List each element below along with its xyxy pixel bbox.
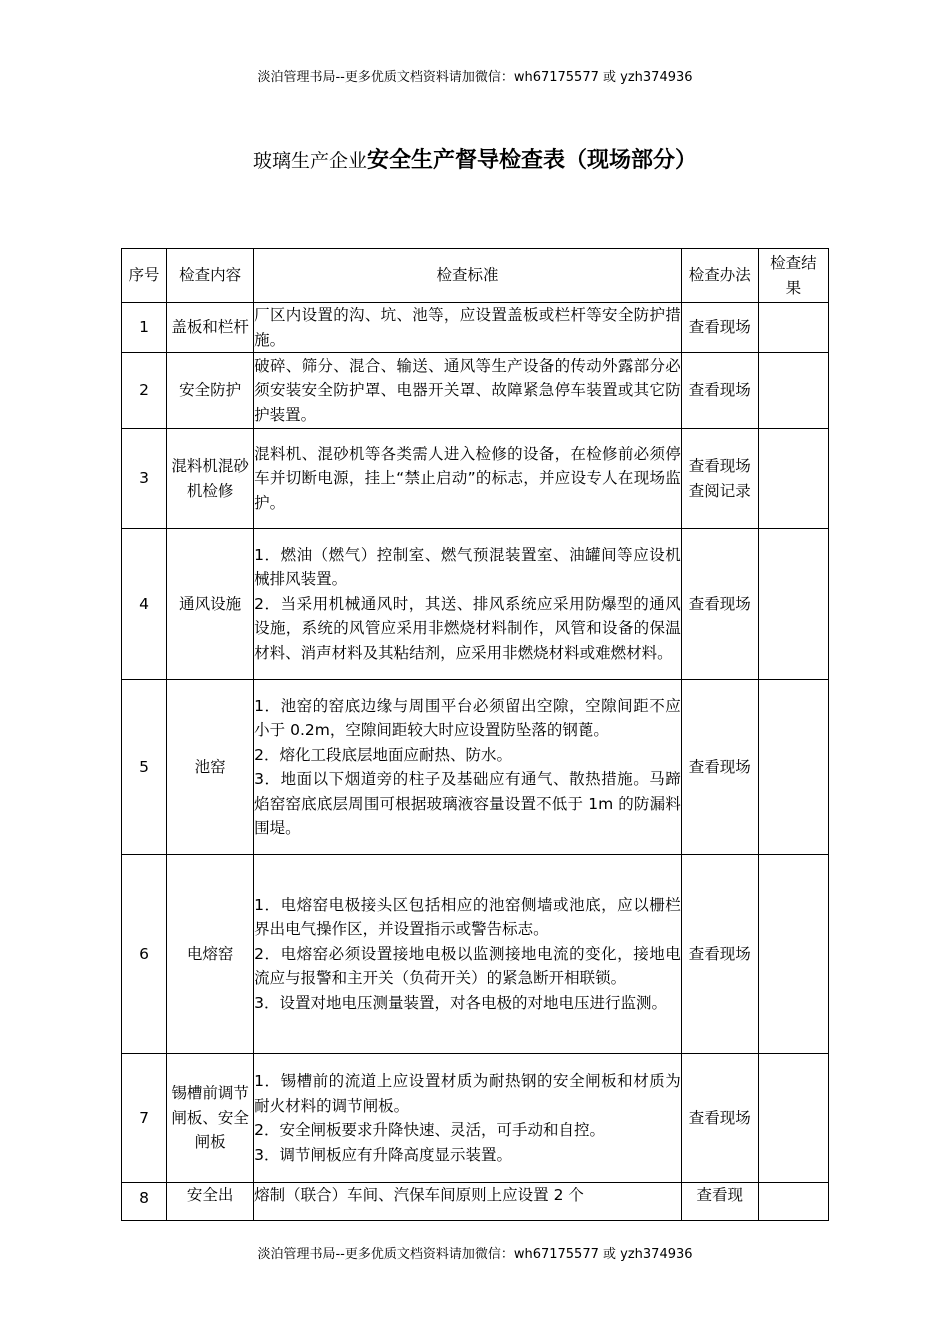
table-row (122, 1054, 829, 1183)
row-method: 查看现场 (681, 353, 758, 429)
row-item: 锡槽前调节闸板、安全闸板 (167, 1054, 254, 1183)
table-header-row (122, 249, 829, 303)
row-method: 查看现场 (681, 529, 758, 680)
row-no: 8 (122, 1183, 167, 1221)
header-method: 检查办法 (681, 249, 758, 303)
row-item: 通风设施 (167, 529, 254, 680)
row-standard: 厂区内设置的沟、坑、池等，应设置盖板或栏杆等安全防护措施。 (254, 303, 682, 353)
title-prefix: 玻璃生产企业 (252, 150, 367, 172)
row-no: 5 (122, 680, 167, 855)
row-no: 1 (122, 303, 167, 353)
row-method: 查看现 (681, 1183, 758, 1221)
row-method: 查看现场 (681, 303, 758, 353)
table-row (122, 529, 829, 680)
row-item: 盖板和栏杆 (167, 303, 254, 353)
row-method: 查看现场 (681, 1054, 758, 1183)
table-row (122, 855, 829, 1054)
row-result (758, 680, 828, 855)
title-main: 安全生产督导检查表（现场部分） (367, 148, 698, 173)
row-item: 池窑 (167, 680, 254, 855)
row-item: 电熔窑 (167, 855, 254, 1054)
row-item: 安全防护 (167, 353, 254, 429)
row-no: 4 (122, 529, 167, 680)
row-standard: 破碎、筛分、混合、输送、通风等生产设备的传动外露部分必须安装安全防护罩、电器开关罩、故障紧急停车装置或其它防护装置。 (254, 353, 682, 429)
row-method: 查看现场 (681, 680, 758, 855)
inspection-table (121, 248, 829, 1221)
row-result (758, 1183, 828, 1221)
table-row (122, 429, 829, 529)
row-method: 查看现场查阅记录 (681, 429, 758, 529)
footer-note: 淡泊管理书局--更多优质文档资料请加微信：wh67175577 或 yzh374936 (257, 1247, 693, 1262)
row-standard: 熔制（联合）车间、汽保车间原则上应设置 2 个 (254, 1183, 682, 1221)
row-result (758, 529, 828, 680)
row-result (758, 1054, 828, 1183)
row-standard: 混料机、混砂机等各类需人进入检修的设备，在检修前必须停车并切断电源，挂上“禁止启动”的标志，并应设专人在现场监护。 (254, 429, 682, 529)
row-item: 安全出 (167, 1183, 254, 1221)
header-standard: 检查标准 (254, 249, 682, 303)
row-item: 混料机混砂机检修 (167, 429, 254, 529)
header-note: 淡泊管理书局--更多优质文档资料请加微信：wh67175577 或 yzh374936 (257, 70, 693, 85)
row-standard: 1．燃油（燃气）控制室、燃气预混装置室、油罐间等应设机械排风装置。 2．当采用机械通风时，其送、排风系统应采用防爆型的通风设施，系统的风管应采用非燃烧材料制作，风管和设备的保温材料、消声材料及其粘结剂，应采用非燃烧材料或难燃材料。 (254, 529, 682, 680)
row-method: 查看现场 (681, 855, 758, 1054)
row-standard: 1．电熔窑电极接头区包括相应的池窑侧墙或池底，应以栅栏界出电气操作区，并设置指示或警告标志。 2．电熔窑必须设置接地电极以监测接地电流的变化，接地电流应与报警和主开关（负荷开关）的紧急断开相联锁。 3．设置对地电压测量装置，对各电极的对地电压进行监测。 (254, 855, 682, 1054)
row-result (758, 353, 828, 429)
table-row (122, 1183, 829, 1221)
row-no: 3 (122, 429, 167, 529)
row-result (758, 303, 828, 353)
table-row (122, 303, 829, 353)
row-standard: 1．锡槽前的流道上应设置材质为耐热钢的安全闸板和材质为耐火材料的调节闸板。 2．安全闸板要求升降快速、灵活，可手动和自控。 3．调节闸板应有升降高度显示装置。 (254, 1054, 682, 1183)
header-item: 检查内容 (167, 249, 254, 303)
row-no: 2 (122, 353, 167, 429)
header-no: 序号 (122, 249, 167, 303)
table-row (122, 353, 829, 429)
row-standard: 1．池窑的窑底边缘与周围平台必须留出空隙，空隙间距不应小于 0.2m，空隙间距较大时应设置防坠落的钢蓖。 2．熔化工段底层地面应耐热、防水。 3．地面以下烟道旁的柱子及基础应有通气、散热措施。马蹄焰窑窑底底层周围可根据玻璃液容量设置不低于 1m 的防漏料围堤。 (254, 680, 682, 855)
page-title (0, 146, 950, 176)
row-result (758, 855, 828, 1054)
table-row (122, 680, 829, 855)
header-result: 检查结果 (758, 249, 828, 303)
row-no: 6 (122, 855, 167, 1054)
row-no: 7 (122, 1054, 167, 1183)
row-result (758, 429, 828, 529)
